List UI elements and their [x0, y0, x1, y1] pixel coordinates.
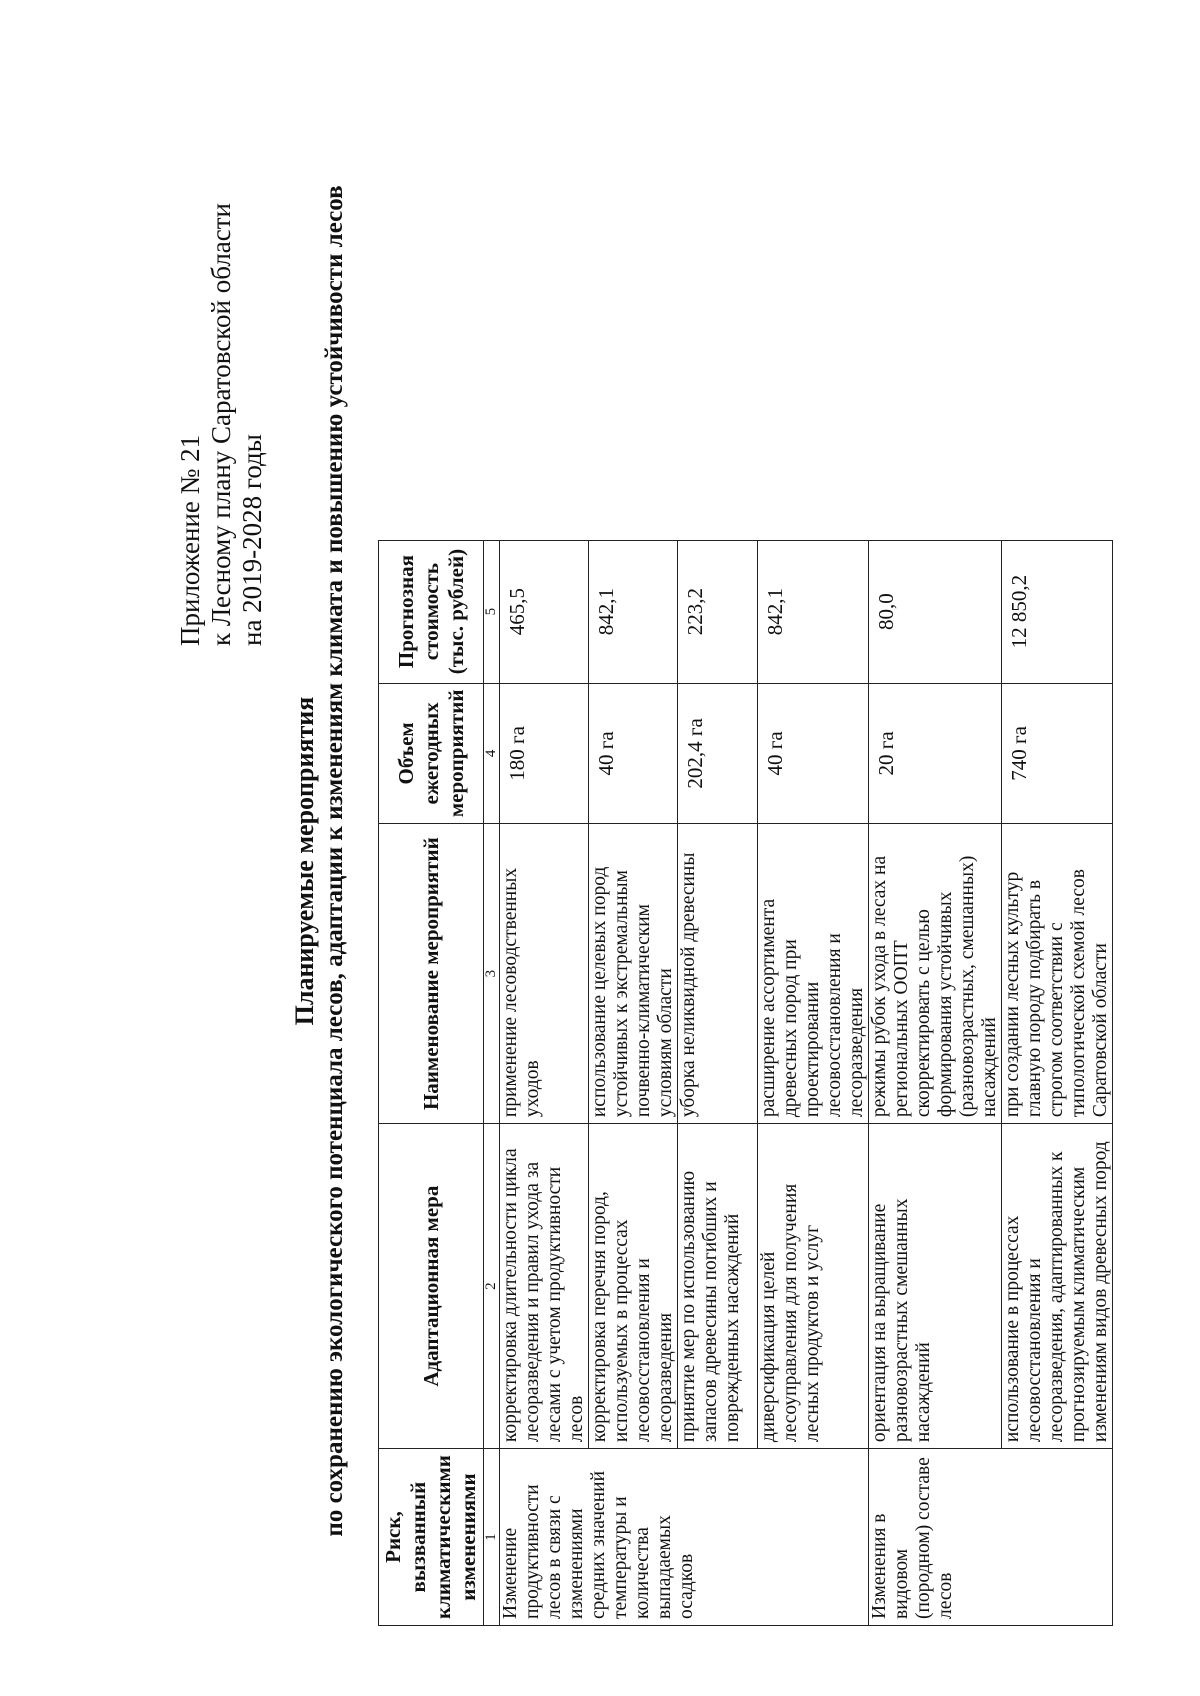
title-main: Планируемые мероприятия: [290, 696, 319, 1026]
title-subtitle: по сохранению экологического потенциала лесов, адаптации к изменениям климата и повышению устойчивости лесов: [321, 185, 348, 1537]
cost-cell: 465,5: [500, 540, 589, 683]
appendix-plan-name: к Лесному плану Саратовской области: [206, 202, 236, 646]
volume-cell: 40 га: [758, 683, 869, 824]
activity-cell: при создании лесных культур главную породу подбирать в строгом соответствии с типологической схемой лесов Саратовской области: [1002, 824, 1113, 1124]
risk-cell: Изменение продуктивности лесов в связи с изменениями средних значений температуры и количества выпадаемых осадков: [500, 1449, 869, 1626]
header-activity: Наименование мероприятий: [379, 824, 484, 1124]
header-risk: Риск, вызванный климатическими изменениями: [379, 1449, 484, 1626]
column-number: 1: [484, 1449, 500, 1626]
volume-cell: 40 га: [589, 683, 678, 824]
activity-cell: режимы рубок ухода в лесах на региональных ООПТ скорректировать с целью формирования устойчивых (разновозрастных, смешанных) насаждений: [869, 824, 1002, 1124]
header-volume: Объем ежегодных мероприятий: [379, 683, 484, 824]
measure-cell: диверсификация целей лесоуправления для получения лесных продуктов и услуг: [758, 1124, 869, 1449]
column-number: 3: [484, 824, 500, 1124]
volume-cell: 740 га: [1002, 683, 1113, 824]
volume-cell: 180 га: [500, 683, 589, 824]
measure-cell: ориентация на выращивание разновозрастных смешанных насаждений: [869, 1124, 1002, 1449]
volume-cell: 202,4 га: [678, 683, 758, 824]
activity-cell: уборка неликвидной древесины: [678, 824, 758, 1124]
activity-cell: расширение ассортимента древесных пород при проектировании лесовосстановления и лесоразведения: [758, 824, 869, 1124]
risk-cell: Изменения в видовом (породном) составе лесов: [869, 1449, 1113, 1626]
header-measure: Адаптационная мера: [379, 1124, 484, 1449]
column-number: 2: [484, 1124, 500, 1449]
document-title: [290, 96, 350, 1626]
column-number: 5: [484, 540, 500, 683]
cost-cell: 842,1: [589, 540, 678, 683]
measures-table-wrapper: [378, 540, 1113, 1626]
cost-cell: 80,0: [869, 540, 1002, 683]
table-row: [500, 540, 589, 1625]
activity-cell: использование целевых пород устойчивых к экстремальным почвенно-климатическим условиям области: [589, 824, 678, 1124]
cost-cell: 842,1: [758, 540, 869, 683]
activity-cell: применение лесоводственных уходов: [500, 824, 589, 1124]
table-header-row: [379, 540, 484, 1625]
cost-cell: 12 850,2: [1002, 540, 1113, 683]
appendix-number: Приложение № 21: [175, 434, 205, 646]
measure-cell: принятие мер по использованию запасов древесины погибших и поврежденных насаждений: [678, 1124, 758, 1449]
header-cost: Прогнозная стоимость (тыс. рублей): [379, 540, 484, 683]
measure-cell: корректировка длительности цикла лесоразведения и правил ухода за лесами с учетом продуктивности лесов: [500, 1124, 589, 1449]
cost-cell: 223,2: [678, 540, 758, 683]
appendix-header: [175, 46, 268, 646]
table-row: [869, 540, 1002, 1625]
column-number-row: [484, 540, 500, 1625]
volume-cell: 20 га: [869, 683, 1002, 824]
appendix-years: на 2019-2028 годы: [237, 434, 267, 646]
measures-table: [378, 540, 1113, 1626]
measure-cell: корректировка перечня пород, используемых в процессах лесовосстановления и лесоразведения: [589, 1124, 678, 1449]
column-number: 4: [484, 683, 500, 824]
measure-cell: использование в процессах лесовосстановления и лесоразведения, адаптированных к прогнозируемым климатическим изменениям видов древесных пород: [1002, 1124, 1113, 1449]
